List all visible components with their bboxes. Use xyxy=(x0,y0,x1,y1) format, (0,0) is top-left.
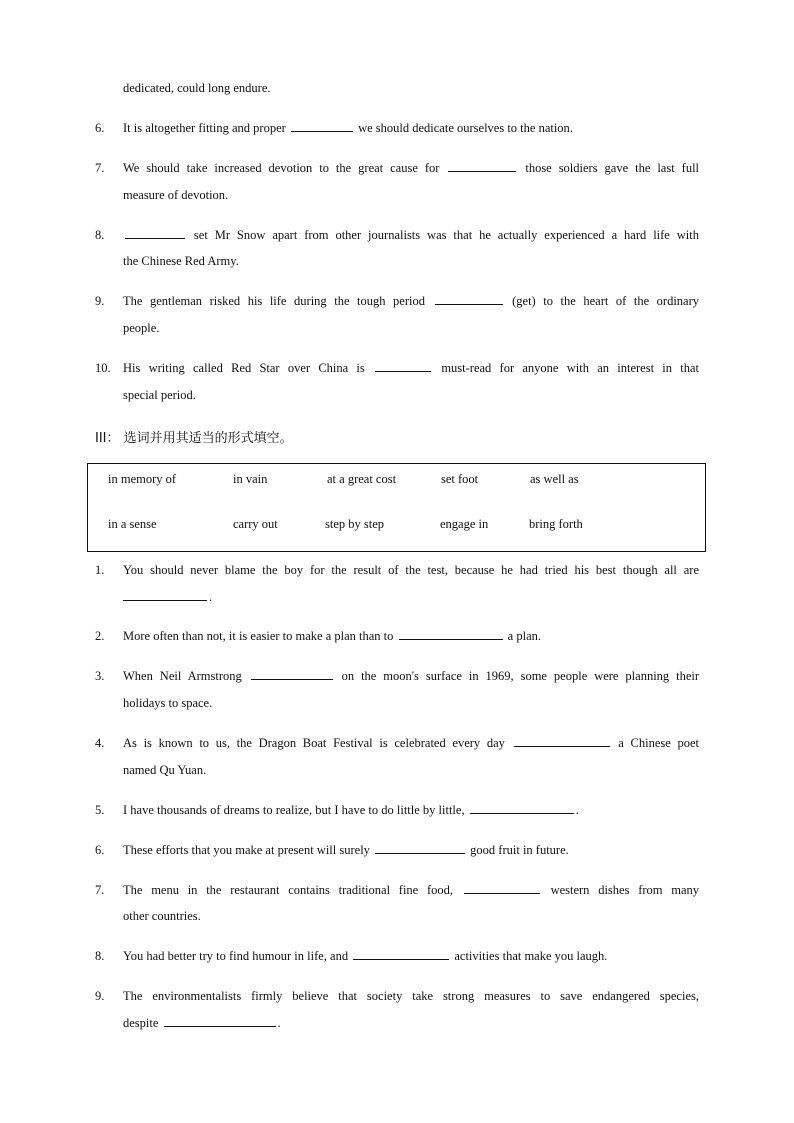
question-continuation: named Qu Yuan. xyxy=(123,763,207,777)
answer-blank[interactable] xyxy=(435,294,503,305)
word-bank-item: as well as xyxy=(530,472,579,486)
item-number: 8. xyxy=(95,228,105,242)
answer-blank[interactable] xyxy=(448,161,516,172)
item-number: 2. xyxy=(95,629,105,643)
question-text: I have thousands of dreams to realize, but I have to do little by little, . xyxy=(123,803,579,817)
answer-blank[interactable] xyxy=(251,669,333,680)
question-continuation: special period. xyxy=(123,388,196,402)
item-number: 7. xyxy=(95,161,105,175)
item-number: 7. xyxy=(95,883,105,897)
word-bank-item: step by step xyxy=(325,517,385,531)
question-text: We should take increased devotion to the great cause for those soldiers gave the last full xyxy=(123,161,700,175)
item-number: 1. xyxy=(95,563,105,577)
question-text: The gentleman risked his life during the tough period (get) to the heart of the ordinary xyxy=(123,294,700,308)
item-number: 9. xyxy=(95,294,105,308)
question-text: When Neil Armstrong on the moon's surface in 1969, some people were planning their xyxy=(123,669,700,683)
answer-blank[interactable] xyxy=(125,228,185,239)
section-title: III： 选词并用其适当的形式填空。 xyxy=(95,431,293,446)
question-text: You had better try to find humour in life, and activities that make you laugh. xyxy=(123,949,608,963)
word-bank-item: carry out xyxy=(233,517,278,531)
continuation-line: dedicated, could long endure. xyxy=(123,81,271,95)
item-number: 10. xyxy=(95,361,111,375)
answer-blank[interactable] xyxy=(353,949,449,960)
answer-blank[interactable] xyxy=(123,590,207,601)
word-bank-item: in a sense xyxy=(108,517,157,531)
question-text: It is altogether fitting and proper we should dedicate ourselves to the nation. xyxy=(123,121,573,135)
word-bank-item: set foot xyxy=(441,472,479,486)
word-bank-item: in vain xyxy=(233,472,268,486)
item-number: 4. xyxy=(95,736,105,750)
word-bank-item: in memory of xyxy=(108,472,177,486)
answer-blank[interactable] xyxy=(470,803,574,814)
word-bank-box xyxy=(87,463,706,552)
item-number: 9. xyxy=(95,989,105,1003)
question-continuation: other countries. xyxy=(123,909,201,923)
question-continuation: despite . xyxy=(123,1016,281,1030)
question-continuation: measure of devotion. xyxy=(123,188,229,202)
question-text: set Mr Snow apart from other journalists was that he actually experienced a hard life with xyxy=(123,228,699,242)
question-text: You should never blame the boy for the result of the test, because he had tried his best though all are xyxy=(123,563,699,577)
answer-blank[interactable] xyxy=(514,736,610,747)
answer-blank[interactable] xyxy=(464,883,540,894)
answer-blank[interactable] xyxy=(399,629,503,640)
question-text: His writing called Red Star over China is must-read for anyone with an interest in that xyxy=(123,361,700,375)
answer-blank[interactable] xyxy=(291,121,353,132)
item-number: 5. xyxy=(95,803,105,817)
item-number: 3. xyxy=(95,669,105,683)
question-continuation: people. xyxy=(123,321,160,335)
answer-blank[interactable] xyxy=(375,843,465,854)
answer-blank[interactable] xyxy=(375,361,431,372)
word-bank-item: engage in xyxy=(440,517,489,531)
word-bank-item: at a great cost xyxy=(327,472,397,486)
answer-blank[interactable] xyxy=(164,1016,276,1027)
question-continuation: the Chinese Red Army. xyxy=(123,254,239,268)
question-text: These efforts that you make at present will surely good fruit in future. xyxy=(123,843,569,857)
question-continuation: holidays to space. xyxy=(123,696,213,710)
item-number: 6. xyxy=(95,843,105,857)
question-text: The environmentalists firmly believe that society take strong measures to save endangered species, xyxy=(123,989,699,1003)
question-text: The menu in the restaurant contains traditional fine food, western dishes from many xyxy=(123,883,700,897)
word-bank-item: bring forth xyxy=(529,517,583,531)
question-text: As is known to us, the Dragon Boat Festival is celebrated every day a Chinese poet xyxy=(123,736,699,750)
item-number: 8. xyxy=(95,949,105,963)
question-continuation: . xyxy=(123,590,212,605)
item-number: 6. xyxy=(95,121,105,135)
question-text: More often than not, it is easier to make a plan than to a plan. xyxy=(123,629,541,643)
